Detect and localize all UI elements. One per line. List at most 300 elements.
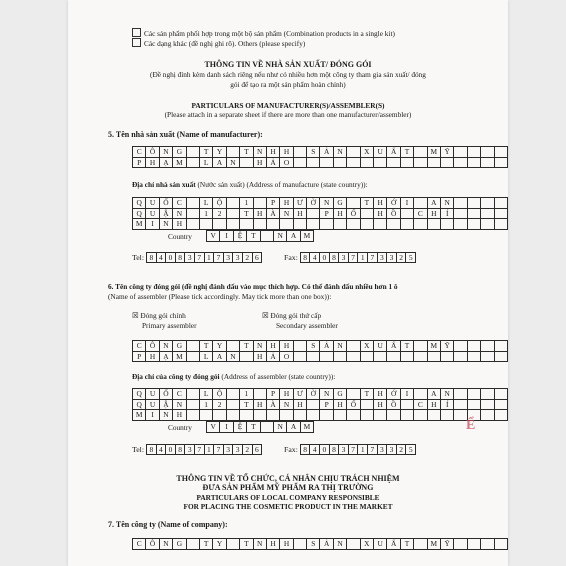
grid-cell[interactable] <box>481 351 494 362</box>
grid-cell[interactable]: Ư <box>293 389 306 400</box>
grid-cell[interactable]: U <box>374 147 387 158</box>
grid-cell[interactable] <box>186 389 199 400</box>
grid-cell[interactable] <box>226 389 239 400</box>
grid-cell[interactable]: H <box>374 208 387 219</box>
grid-cell[interactable] <box>494 539 507 550</box>
grid-cell[interactable] <box>481 389 494 400</box>
item6-address-grid[interactable] <box>132 388 508 421</box>
grid-cell[interactable] <box>226 208 239 219</box>
option-others[interactable]: Các dạng khác (đề nghị ghi rõ). Others (please specify) <box>132 38 305 48</box>
grid-cell[interactable]: N <box>159 219 172 230</box>
grid-cell[interactable] <box>266 410 279 421</box>
grid-cell[interactable]: M <box>427 539 440 550</box>
grid-cell[interactable] <box>226 539 239 550</box>
grid-cell[interactable]: U <box>146 208 159 219</box>
grid-cell[interactable]: H <box>266 539 279 550</box>
grid-cell[interactable]: Ấ <box>387 539 400 550</box>
grid-cell[interactable]: V <box>207 231 220 242</box>
grid-cell[interactable]: C <box>133 539 146 550</box>
grid-cell[interactable]: C <box>414 208 427 219</box>
grid-cell[interactable]: Ố <box>347 208 360 219</box>
grid-cell[interactable] <box>400 157 413 168</box>
grid-cell[interactable] <box>186 341 199 352</box>
grid-cell[interactable]: H <box>280 341 293 352</box>
grid-cell[interactable] <box>467 399 480 410</box>
grid-cell[interactable] <box>494 198 507 209</box>
grid-cell[interactable] <box>440 219 453 230</box>
grid-cell[interactable]: P <box>266 389 279 400</box>
grid-cell[interactable] <box>333 351 346 362</box>
grid-cell[interactable] <box>226 399 239 410</box>
grid-cell[interactable]: H <box>333 208 346 219</box>
grid-cell[interactable]: H <box>333 399 346 410</box>
grid-cell[interactable]: Ộ <box>213 198 226 209</box>
grid-cell[interactable]: N <box>320 389 333 400</box>
grid-cell[interactable]: M <box>300 422 313 433</box>
grid-cell[interactable]: Ờ <box>307 198 320 209</box>
grid-cell[interactable]: H <box>374 198 387 209</box>
grid-cell[interactable]: A <box>213 351 226 362</box>
grid-cell[interactable]: S <box>307 147 320 158</box>
grid-cell[interactable]: N <box>253 341 266 352</box>
grid-cell[interactable] <box>494 341 507 352</box>
grid-cell[interactable] <box>494 351 507 362</box>
grid-cell[interactable] <box>333 410 346 421</box>
grid-cell[interactable]: T <box>360 198 373 209</box>
grid-cell[interactable]: H <box>293 399 306 410</box>
grid-cell[interactable]: I <box>146 219 159 230</box>
grid-cell[interactable]: N <box>440 198 453 209</box>
grid-cell[interactable]: Ớ <box>387 389 400 400</box>
grid-cell[interactable]: Ả <box>266 157 279 168</box>
grid-cell[interactable]: S <box>307 341 320 352</box>
grid-cell[interactable]: Ạ <box>159 157 172 168</box>
grid-cell[interactable]: G <box>333 389 346 400</box>
grid-cell[interactable] <box>481 208 494 219</box>
grid-cell[interactable] <box>454 198 467 209</box>
grid-cell[interactable] <box>360 208 373 219</box>
grid-cell[interactable]: T <box>240 208 253 219</box>
grid-cell[interactable]: M <box>133 410 146 421</box>
grid-cell[interactable] <box>387 157 400 168</box>
grid-cell[interactable]: N <box>333 341 346 352</box>
grid-cell[interactable] <box>213 410 226 421</box>
grid-cell[interactable] <box>293 147 306 158</box>
grid-cell[interactable]: P <box>320 208 333 219</box>
grid-cell[interactable] <box>186 208 199 219</box>
grid-cell[interactable] <box>266 219 279 230</box>
grid-cell[interactable] <box>454 351 467 362</box>
grid-cell[interactable] <box>347 341 360 352</box>
grid-cell[interactable]: T <box>400 147 413 158</box>
grid-cell[interactable] <box>374 410 387 421</box>
grid-cell[interactable]: H <box>280 389 293 400</box>
grid-cell[interactable] <box>199 219 212 230</box>
grid-cell[interactable] <box>307 410 320 421</box>
grid-cell[interactable] <box>467 157 480 168</box>
grid-cell[interactable]: U <box>146 399 159 410</box>
grid-cell[interactable]: H <box>253 399 266 410</box>
grid-cell[interactable]: I <box>220 422 233 433</box>
grid-cell[interactable]: N <box>440 389 453 400</box>
grid-cell[interactable] <box>481 539 494 550</box>
grid-cell[interactable] <box>320 410 333 421</box>
item7-name-grid[interactable] <box>132 538 508 550</box>
secondary-assembler-option[interactable]: ☒ Đóng gói thứ cấp <box>262 311 322 320</box>
grid-cell[interactable] <box>347 198 360 209</box>
grid-cell[interactable] <box>467 147 480 158</box>
primary-assembler-option[interactable]: ☒ Đóng gói chính <box>132 311 186 320</box>
grid-cell[interactable]: H <box>374 399 387 410</box>
grid-cell[interactable]: X <box>360 341 373 352</box>
grid-cell[interactable]: U <box>374 341 387 352</box>
grid-cell[interactable]: Q <box>133 389 146 400</box>
grid-cell[interactable] <box>494 208 507 219</box>
grid-cell[interactable]: Ờ <box>307 389 320 400</box>
grid-cell[interactable] <box>481 399 494 410</box>
grid-cell[interactable]: C <box>133 341 146 352</box>
grid-cell[interactable]: Ố <box>347 399 360 410</box>
grid-cell[interactable]: N <box>159 539 172 550</box>
grid-cell[interactable] <box>414 539 427 550</box>
grid-cell[interactable]: C <box>414 399 427 410</box>
grid-cell[interactable]: A <box>287 422 300 433</box>
grid-cell[interactable] <box>414 341 427 352</box>
grid-cell[interactable] <box>400 399 413 410</box>
grid-cell[interactable]: T <box>240 341 253 352</box>
grid-cell[interactable] <box>226 341 239 352</box>
grid-cell[interactable]: H <box>146 157 159 168</box>
grid-cell[interactable] <box>253 389 266 400</box>
grid-cell[interactable]: H <box>280 198 293 209</box>
grid-cell[interactable]: N <box>273 231 286 242</box>
grid-cell[interactable]: A <box>427 389 440 400</box>
grid-cell[interactable]: A <box>427 198 440 209</box>
grid-cell[interactable] <box>454 399 467 410</box>
grid-cell[interactable]: Y <box>213 539 226 550</box>
grid-cell[interactable] <box>307 351 320 362</box>
grid-cell[interactable] <box>347 157 360 168</box>
grid-cell[interactable]: H <box>253 208 266 219</box>
grid-cell[interactable]: M <box>300 231 313 242</box>
grid-cell[interactable]: Ô <box>146 341 159 352</box>
grid-cell[interactable] <box>414 198 427 209</box>
grid-cell[interactable] <box>454 341 467 352</box>
grid-cell[interactable] <box>494 410 507 421</box>
grid-cell[interactable]: Ồ <box>387 399 400 410</box>
grid-cell[interactable] <box>307 208 320 219</box>
grid-cell[interactable] <box>427 157 440 168</box>
grid-cell[interactable]: A <box>287 231 300 242</box>
grid-cell[interactable]: A <box>213 157 226 168</box>
grid-cell[interactable]: N <box>226 157 239 168</box>
grid-cell[interactable]: Ỹ <box>440 147 453 158</box>
grid-cell[interactable]: N <box>320 198 333 209</box>
grid-cell[interactable]: T <box>240 399 253 410</box>
grid-cell[interactable]: I <box>400 389 413 400</box>
grid-cell[interactable]: N <box>226 351 239 362</box>
grid-cell[interactable]: Ả <box>320 539 333 550</box>
grid-cell[interactable] <box>253 198 266 209</box>
grid-cell[interactable]: 2 <box>213 399 226 410</box>
grid-cell[interactable] <box>293 410 306 421</box>
item5-name-grid[interactable] <box>132 146 508 168</box>
grid-cell[interactable]: 1 <box>199 208 212 219</box>
grid-cell[interactable]: L <box>199 198 212 209</box>
grid-cell[interactable] <box>186 399 199 410</box>
grid-cell[interactable] <box>360 410 373 421</box>
item6-country-grid[interactable] <box>206 421 314 433</box>
grid-cell[interactable]: H <box>427 208 440 219</box>
grid-cell[interactable] <box>307 157 320 168</box>
grid-cell[interactable] <box>494 157 507 168</box>
checkbox-checked-icon[interactable]: ☒ <box>262 311 269 320</box>
grid-cell[interactable]: N <box>333 147 346 158</box>
grid-cell[interactable] <box>387 410 400 421</box>
grid-cell[interactable] <box>240 219 253 230</box>
grid-cell[interactable]: H <box>253 351 266 362</box>
grid-cell[interactable] <box>494 147 507 158</box>
grid-cell[interactable]: Ấ <box>387 147 400 158</box>
grid-cell[interactable] <box>293 351 306 362</box>
grid-cell[interactable]: T <box>400 539 413 550</box>
grid-cell[interactable]: Ố <box>159 198 172 209</box>
grid-cell[interactable]: O <box>280 157 293 168</box>
grid-cell[interactable] <box>494 399 507 410</box>
grid-cell[interactable]: P <box>320 399 333 410</box>
grid-cell[interactable]: À <box>266 208 279 219</box>
grid-cell[interactable] <box>454 147 467 158</box>
grid-cell[interactable] <box>240 157 253 168</box>
grid-cell[interactable]: T <box>240 147 253 158</box>
grid-cell[interactable] <box>427 410 440 421</box>
grid-cell[interactable] <box>347 389 360 400</box>
grid-cell[interactable] <box>414 410 427 421</box>
grid-cell[interactable]: L <box>199 351 212 362</box>
grid-cell[interactable] <box>260 422 273 433</box>
grid-cell[interactable] <box>186 219 199 230</box>
grid-cell[interactable] <box>307 219 320 230</box>
grid-cell[interactable] <box>467 219 480 230</box>
grid-cell[interactable] <box>186 539 199 550</box>
grid-cell[interactable]: G <box>333 198 346 209</box>
grid-cell[interactable] <box>320 351 333 362</box>
grid-cell[interactable] <box>414 157 427 168</box>
grid-cell[interactable] <box>360 219 373 230</box>
grid-cell[interactable] <box>347 219 360 230</box>
grid-cell[interactable] <box>467 208 480 219</box>
grid-cell[interactable]: N <box>280 208 293 219</box>
grid-cell[interactable]: L <box>199 389 212 400</box>
grid-cell[interactable] <box>307 399 320 410</box>
grid-cell[interactable]: G <box>173 539 186 550</box>
grid-cell[interactable]: M <box>427 341 440 352</box>
grid-cell[interactable]: H <box>173 410 186 421</box>
grid-cell[interactable] <box>280 410 293 421</box>
grid-cell[interactable] <box>454 539 467 550</box>
grid-cell[interactable]: T <box>199 539 212 550</box>
grid-cell[interactable]: G <box>173 341 186 352</box>
grid-cell[interactable] <box>186 147 199 158</box>
checkbox[interactable] <box>132 38 141 47</box>
grid-cell[interactable] <box>440 351 453 362</box>
grid-cell[interactable] <box>226 198 239 209</box>
grid-cell[interactable]: Ấ <box>387 341 400 352</box>
grid-cell[interactable] <box>440 157 453 168</box>
grid-cell[interactable] <box>260 231 273 242</box>
grid-cell[interactable] <box>374 351 387 362</box>
item6-fax[interactable]: Fax: 8 4 0 8 3 7 1 7 3 3 2 5 <box>284 444 416 455</box>
grid-cell[interactable]: Í <box>440 399 453 410</box>
grid-cell[interactable] <box>293 219 306 230</box>
grid-cell[interactable]: T <box>400 341 413 352</box>
grid-cell[interactable]: M <box>173 157 186 168</box>
checkbox-checked-icon[interactable]: ☒ <box>132 311 139 320</box>
grid-cell[interactable] <box>360 157 373 168</box>
grid-cell[interactable]: Í <box>440 208 453 219</box>
grid-cell[interactable] <box>454 208 467 219</box>
grid-cell[interactable]: Ồ <box>387 208 400 219</box>
grid-cell[interactable]: Q <box>133 208 146 219</box>
grid-cell[interactable]: T <box>247 231 260 242</box>
grid-cell[interactable]: Ớ <box>387 198 400 209</box>
grid-cell[interactable]: H <box>280 147 293 158</box>
grid-cell[interactable] <box>467 198 480 209</box>
grid-cell[interactable]: H <box>427 399 440 410</box>
grid-cell[interactable] <box>387 351 400 362</box>
grid-cell[interactable] <box>186 198 199 209</box>
grid-cell[interactable] <box>293 539 306 550</box>
grid-cell[interactable]: À <box>266 399 279 410</box>
grid-cell[interactable] <box>467 341 480 352</box>
grid-cell[interactable]: Ố <box>159 389 172 400</box>
grid-cell[interactable] <box>454 219 467 230</box>
option-combination[interactable]: Các sản phẩm phối hợp trong một bộ sản phẩm (Combination products in a single kit) <box>132 28 395 38</box>
grid-cell[interactable] <box>414 389 427 400</box>
grid-cell[interactable]: Q <box>133 198 146 209</box>
grid-cell[interactable] <box>240 410 253 421</box>
grid-cell[interactable]: C <box>173 389 186 400</box>
grid-cell[interactable] <box>226 219 239 230</box>
grid-cell[interactable] <box>494 219 507 230</box>
grid-cell[interactable] <box>387 219 400 230</box>
grid-cell[interactable] <box>226 147 239 158</box>
grid-cell[interactable]: T <box>247 422 260 433</box>
grid-cell[interactable]: O <box>280 351 293 362</box>
grid-cell[interactable] <box>347 351 360 362</box>
grid-cell[interactable] <box>481 157 494 168</box>
grid-cell[interactable] <box>400 351 413 362</box>
grid-cell[interactable] <box>226 410 239 421</box>
grid-cell[interactable] <box>467 539 480 550</box>
grid-cell[interactable]: N <box>159 147 172 158</box>
grid-cell[interactable] <box>467 351 480 362</box>
grid-cell[interactable]: H <box>253 157 266 168</box>
grid-cell[interactable]: S <box>307 539 320 550</box>
grid-cell[interactable] <box>320 157 333 168</box>
grid-cell[interactable]: H <box>173 219 186 230</box>
grid-cell[interactable]: M <box>173 351 186 362</box>
grid-cell[interactable]: Ô <box>146 539 159 550</box>
grid-cell[interactable] <box>467 389 480 400</box>
grid-cell[interactable] <box>360 399 373 410</box>
grid-cell[interactable]: C <box>173 198 186 209</box>
grid-cell[interactable] <box>481 219 494 230</box>
grid-cell[interactable]: 1 <box>199 399 212 410</box>
grid-cell[interactable] <box>374 219 387 230</box>
grid-cell[interactable]: Ậ <box>159 399 172 410</box>
grid-cell[interactable]: T <box>199 341 212 352</box>
grid-cell[interactable] <box>213 219 226 230</box>
grid-cell[interactable]: T <box>240 539 253 550</box>
grid-cell[interactable] <box>454 157 467 168</box>
grid-cell[interactable] <box>333 157 346 168</box>
grid-cell[interactable] <box>280 219 293 230</box>
grid-cell[interactable]: Ệ <box>233 231 246 242</box>
grid-cell[interactable] <box>186 157 199 168</box>
grid-cell[interactable] <box>481 198 494 209</box>
grid-cell[interactable]: Ư <box>293 198 306 209</box>
grid-cell[interactable] <box>440 410 453 421</box>
grid-cell[interactable]: I <box>220 231 233 242</box>
grid-cell[interactable]: N <box>333 539 346 550</box>
grid-cell[interactable]: U <box>374 539 387 550</box>
item5-country-grid[interactable] <box>206 230 314 242</box>
grid-cell[interactable]: X <box>360 539 373 550</box>
grid-cell[interactable] <box>400 219 413 230</box>
grid-cell[interactable] <box>293 157 306 168</box>
grid-cell[interactable] <box>240 351 253 362</box>
grid-cell[interactable]: P <box>266 198 279 209</box>
grid-cell[interactable]: C <box>133 147 146 158</box>
grid-cell[interactable]: M <box>133 219 146 230</box>
grid-cell[interactable] <box>374 157 387 168</box>
grid-cell[interactable] <box>427 351 440 362</box>
grid-cell[interactable]: H <box>293 208 306 219</box>
grid-cell[interactable]: X <box>360 147 373 158</box>
grid-cell[interactable] <box>481 147 494 158</box>
grid-cell[interactable]: H <box>146 351 159 362</box>
grid-cell[interactable]: H <box>266 147 279 158</box>
grid-cell[interactable] <box>199 410 212 421</box>
grid-cell[interactable] <box>454 389 467 400</box>
item5-fax[interactable]: Fax: 8 4 0 8 3 7 1 7 3 3 2 5 <box>284 252 416 263</box>
grid-cell[interactable]: U <box>146 198 159 209</box>
grid-cell[interactable]: N <box>159 410 172 421</box>
grid-cell[interactable]: N <box>273 422 286 433</box>
checkbox[interactable] <box>132 28 141 37</box>
grid-cell[interactable]: 1 <box>240 198 253 209</box>
grid-cell[interactable]: Ả <box>320 341 333 352</box>
grid-cell[interactable]: P <box>133 157 146 168</box>
grid-cell[interactable]: Q <box>133 399 146 410</box>
grid-cell[interactable] <box>481 341 494 352</box>
grid-cell[interactable] <box>427 219 440 230</box>
grid-cell[interactable]: N <box>280 399 293 410</box>
grid-cell[interactable]: Y <box>213 147 226 158</box>
grid-cell[interactable]: L <box>199 157 212 168</box>
grid-cell[interactable]: 1 <box>240 389 253 400</box>
grid-cell[interactable]: H <box>374 389 387 400</box>
grid-cell[interactable] <box>414 219 427 230</box>
grid-cell[interactable]: Ỹ <box>440 341 453 352</box>
grid-cell[interactable]: N <box>253 539 266 550</box>
grid-cell[interactable] <box>347 539 360 550</box>
grid-cell[interactable] <box>320 219 333 230</box>
grid-cell[interactable]: M <box>427 147 440 158</box>
item5-address-grid[interactable] <box>132 197 508 230</box>
grid-cell[interactable]: Y <box>213 341 226 352</box>
